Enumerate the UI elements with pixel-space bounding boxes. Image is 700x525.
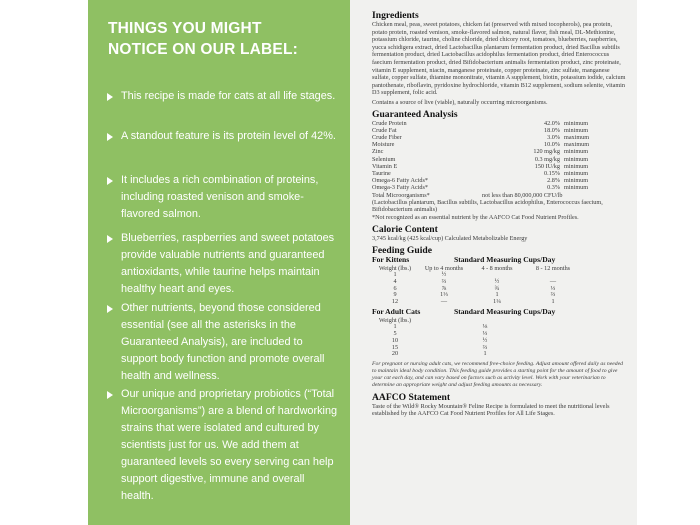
table-cell: 1⅓ (440, 291, 448, 299)
heading-line-2: NOTICE ON OUR LABEL: (108, 41, 298, 58)
bullet-triangle-icon (107, 391, 113, 399)
nutrient-unit: maximum (564, 133, 590, 141)
table-row (372, 299, 627, 306)
bullet-text: This recipe is made for cats at all life stages. (121, 90, 336, 102)
calorie-content-text: 3,745 kcal/kg (425 kcal/cup) Calculated Metabolizable Energy (372, 234, 528, 242)
nutrient-unit: minimum (564, 155, 589, 163)
table-row (372, 156, 627, 163)
ingredients-note: Contains a source of live (viable), naturally occurring microorganisms. (372, 98, 548, 106)
table-cell: 1 (551, 298, 555, 306)
bullet-text: Blueberries, raspberries and sweet potatoes provide valuable nutrients and guaranteed antioxidants, while taurine helps maintain healthy heart and eyes. (121, 232, 335, 295)
table-row (372, 324, 627, 331)
table-row (372, 338, 627, 345)
nutrient-value: 42.0% (544, 119, 560, 127)
table-row (372, 163, 627, 170)
nutrient-value: not less than 80,000,000 CFU/lb (482, 191, 563, 199)
nutrient-value: 0.15% (544, 169, 560, 177)
nutrient-unit: minimum (564, 126, 589, 134)
column-header: Weight (lbs.) (378, 316, 412, 324)
feeding-guide-title: Feeding Guide (372, 245, 432, 257)
table-cell: — (549, 277, 557, 285)
adults-feeding-table (372, 308, 627, 358)
nutrient-name: Taurine (372, 169, 391, 177)
table-row (372, 127, 627, 134)
table-header (372, 308, 627, 317)
nutrient-value: 0.3 mg/kg (534, 155, 560, 163)
table-cell: ½ (494, 277, 500, 285)
table-cell: ⅛ (482, 322, 488, 330)
table-row (372, 331, 627, 338)
nutrient-value: 10.0% (544, 141, 560, 149)
nutrient-name: Omega-6 Fatty Acids* (372, 177, 429, 185)
list-item (108, 300, 340, 385)
nutrient-value: 3.0% (547, 133, 560, 141)
list-item (108, 128, 340, 145)
table-row (372, 141, 627, 148)
table-cell: 9 (393, 291, 397, 299)
nutrient-name: Moisture (372, 141, 395, 149)
table-cell: ¾ (494, 284, 500, 292)
nutrition-label (350, 0, 637, 525)
table-cell: 1 (393, 322, 397, 330)
nutrient-unit: minimum (564, 177, 589, 185)
table-row (372, 345, 627, 352)
panel-heading (108, 18, 336, 60)
table-cell: 1 (483, 350, 487, 358)
table-row (372, 184, 627, 191)
bullet-triangle-icon (107, 93, 113, 101)
nutrient-value: 0.3% (547, 184, 560, 192)
adults-heading: For Adult Cats (372, 307, 421, 317)
nutrient-unit: minimum (564, 119, 589, 127)
table-row (372, 177, 627, 184)
bullet-triangle-icon (107, 133, 113, 141)
kittens-heading: For Kittens (372, 255, 410, 265)
nutrient-name: Omega-3 Fatty Acids* (372, 184, 429, 192)
nutrient-name: Total Microorganisms* (372, 191, 430, 199)
bullet-triangle-icon (107, 177, 113, 185)
bullet-text: A standout feature is its protein level of 42%. (121, 130, 336, 142)
nutrient-unit: maximum (564, 141, 590, 149)
table-cell: 1¼ (493, 298, 501, 306)
kittens-feeding-table (372, 256, 627, 306)
table-row (372, 272, 627, 279)
table-cell: 12 (391, 298, 399, 306)
table-cell: 1 (495, 291, 499, 299)
table-cell: ⅔ (550, 291, 556, 299)
list-item (108, 172, 340, 223)
nutrient-name: Crude Fat (372, 126, 397, 134)
ingredients-text: Chicken meal, peas, sweet potatoes, chicken fat (preserved with mixed tocopherols), pea protein, potato protein, roasted venison, smoke-flavored salmon, natural flavor, fish meal, DL-Methionine, potassium chloride, taurine, choline chloride, dried chicory root, tomatoes, blueberries, raspberries, yucca schidigera extract, dried Lactobacillus plantarum fermentation product, dried Bacillus subtilis fermentation product, dried Lactobacillus acidophilus fermentation product, dried Enterococcus faecium fermentation product, dried Bifidobacterium animalis fermentation product, zinc proteinate, vitamin E supplement, niacin, manganese proteinate, copper proteinate, zinc sulfate, manganese sulfate, copper sulfate, thiamine mononitrate, vitamin A supplement, biotin, potassium iodide, calcium pantothenate, riboflavin, pyridoxine hydrochloride, vitamin B12 supplement, sodium selenite, vitamin D3 supplement, folic acid. (372, 21, 626, 97)
calorie-content-title: Calorie Content (372, 223, 438, 235)
nutrient-value: 18.0% (544, 126, 560, 134)
table-header (372, 256, 627, 265)
nutrient-name: Crude Protein (372, 119, 407, 127)
nutrient-name: Zinc (372, 148, 384, 156)
table-cell: 4 (393, 277, 397, 285)
column-header: 4 - 8 months (481, 264, 513, 272)
table-row (372, 192, 627, 199)
table-row (372, 279, 627, 286)
bullet-text: Our unique and proprietary probiotics (“Total Microorganisms”) are a blend of hardworking strains that were isolated and cultured by scientists just for us. We add them at guaranteed levels so every serving can help support digestive, immune and overall health. (121, 388, 338, 502)
nutrient-name: Crude Fiber (372, 133, 402, 141)
table-cell: ½ (441, 270, 447, 278)
nutrient-unit: minimum (564, 162, 589, 170)
nutrient-value: 120 mg/kg (533, 148, 560, 156)
table-cell: ⅔ (482, 343, 488, 351)
column-header: Up to 4 months (424, 264, 464, 272)
aafco-statement-text: Taste of the Wild® Rocky Mountain® Feline Recipe is formulated to meet the nutritional levels established by the AAFCO Cat Food Nutrient Profiles for All Life Stages. (372, 402, 610, 418)
label-notes-panel (88, 0, 350, 525)
table-cell: ⅔ (441, 277, 447, 285)
feeding-note: For pregnant or nursing adult cats, we recommend free-choice feeding. Adjust amount offered daily as needed to maintain ideal body condition. This feeding guide provides a starting point for the amount of food to give your cat each day, and can vary based on factors such as activity level. Work with your veterinarian to determine an appropriate weight and adjust feeding amounts as necessary. (372, 361, 623, 388)
heading-line-1: THINGS YOU MIGHT (108, 20, 262, 37)
list-item (108, 88, 340, 105)
bullet-triangle-icon (107, 305, 113, 313)
nutrient-unit: minimum (564, 169, 589, 177)
column-header: Weight (lbs.) (378, 264, 412, 272)
table-row (372, 351, 627, 358)
list-item (108, 230, 340, 298)
nutrient-value: 150 IU/kg (534, 162, 560, 170)
ingredients-title: Ingredients (372, 10, 419, 21)
guaranteed-analysis-title: Guaranteed Analysis (372, 108, 458, 120)
table-cell: 6 (393, 284, 397, 292)
bullet-text: It includes a rich combination of proteins, including roasted venison and smoke-flavored salmon. (121, 174, 319, 220)
bullet-text: Other nutrients, beyond those considered essential (see all the asterisks in the Guaranteed Analysis), are included to support body function and promote overall health and wellness. (121, 302, 325, 382)
table-cell: 1 (393, 270, 397, 278)
table-row (372, 134, 627, 141)
nutrient-unit: minimum (564, 184, 589, 192)
cups-per-day-heading: Standard Measuring Cups/Day (454, 307, 556, 317)
table-subheader (372, 317, 627, 324)
table-cell: 10 (391, 336, 399, 344)
table-cell: ⅓ (482, 329, 488, 337)
aafco-statement-title: AAFCO Statement (372, 391, 451, 403)
table-cell: ⅓ (550, 284, 556, 292)
table-row (372, 148, 627, 155)
list-item (108, 386, 340, 505)
table-row (372, 286, 627, 293)
nutrient-name: Vitamin E (372, 162, 398, 170)
table-cell: — (440, 298, 448, 306)
cups-per-day-heading: Standard Measuring Cups/Day (454, 255, 556, 265)
guaranteed-analysis-table (372, 120, 627, 199)
nutrient-value: 2.8% (547, 177, 560, 185)
microorganisms-strains: (Lactobacillus plantarum, Bacillus subtilis, Lactobacillus acidophilus, Enterococcus faecium, Bifidobacterium animalis) (372, 198, 603, 214)
nutrient-unit: minimum (564, 148, 589, 156)
table-cell: ½ (482, 336, 488, 344)
table-row (372, 170, 627, 177)
table-cell: 5 (393, 329, 397, 337)
table-cell: 20 (391, 350, 399, 358)
ga-footnote: *Not recognized as an essential nutrient by the AAFCO Cat Food Nutrient Profiles. (372, 213, 579, 221)
bullet-triangle-icon (107, 235, 113, 243)
table-row (372, 120, 627, 127)
table-cell: ⅞ (441, 284, 447, 292)
column-header: 8 - 12 months (535, 264, 571, 272)
table-subheader (372, 265, 627, 272)
nutrient-name: Selenium (372, 155, 396, 163)
table-cell: 15 (391, 343, 399, 351)
